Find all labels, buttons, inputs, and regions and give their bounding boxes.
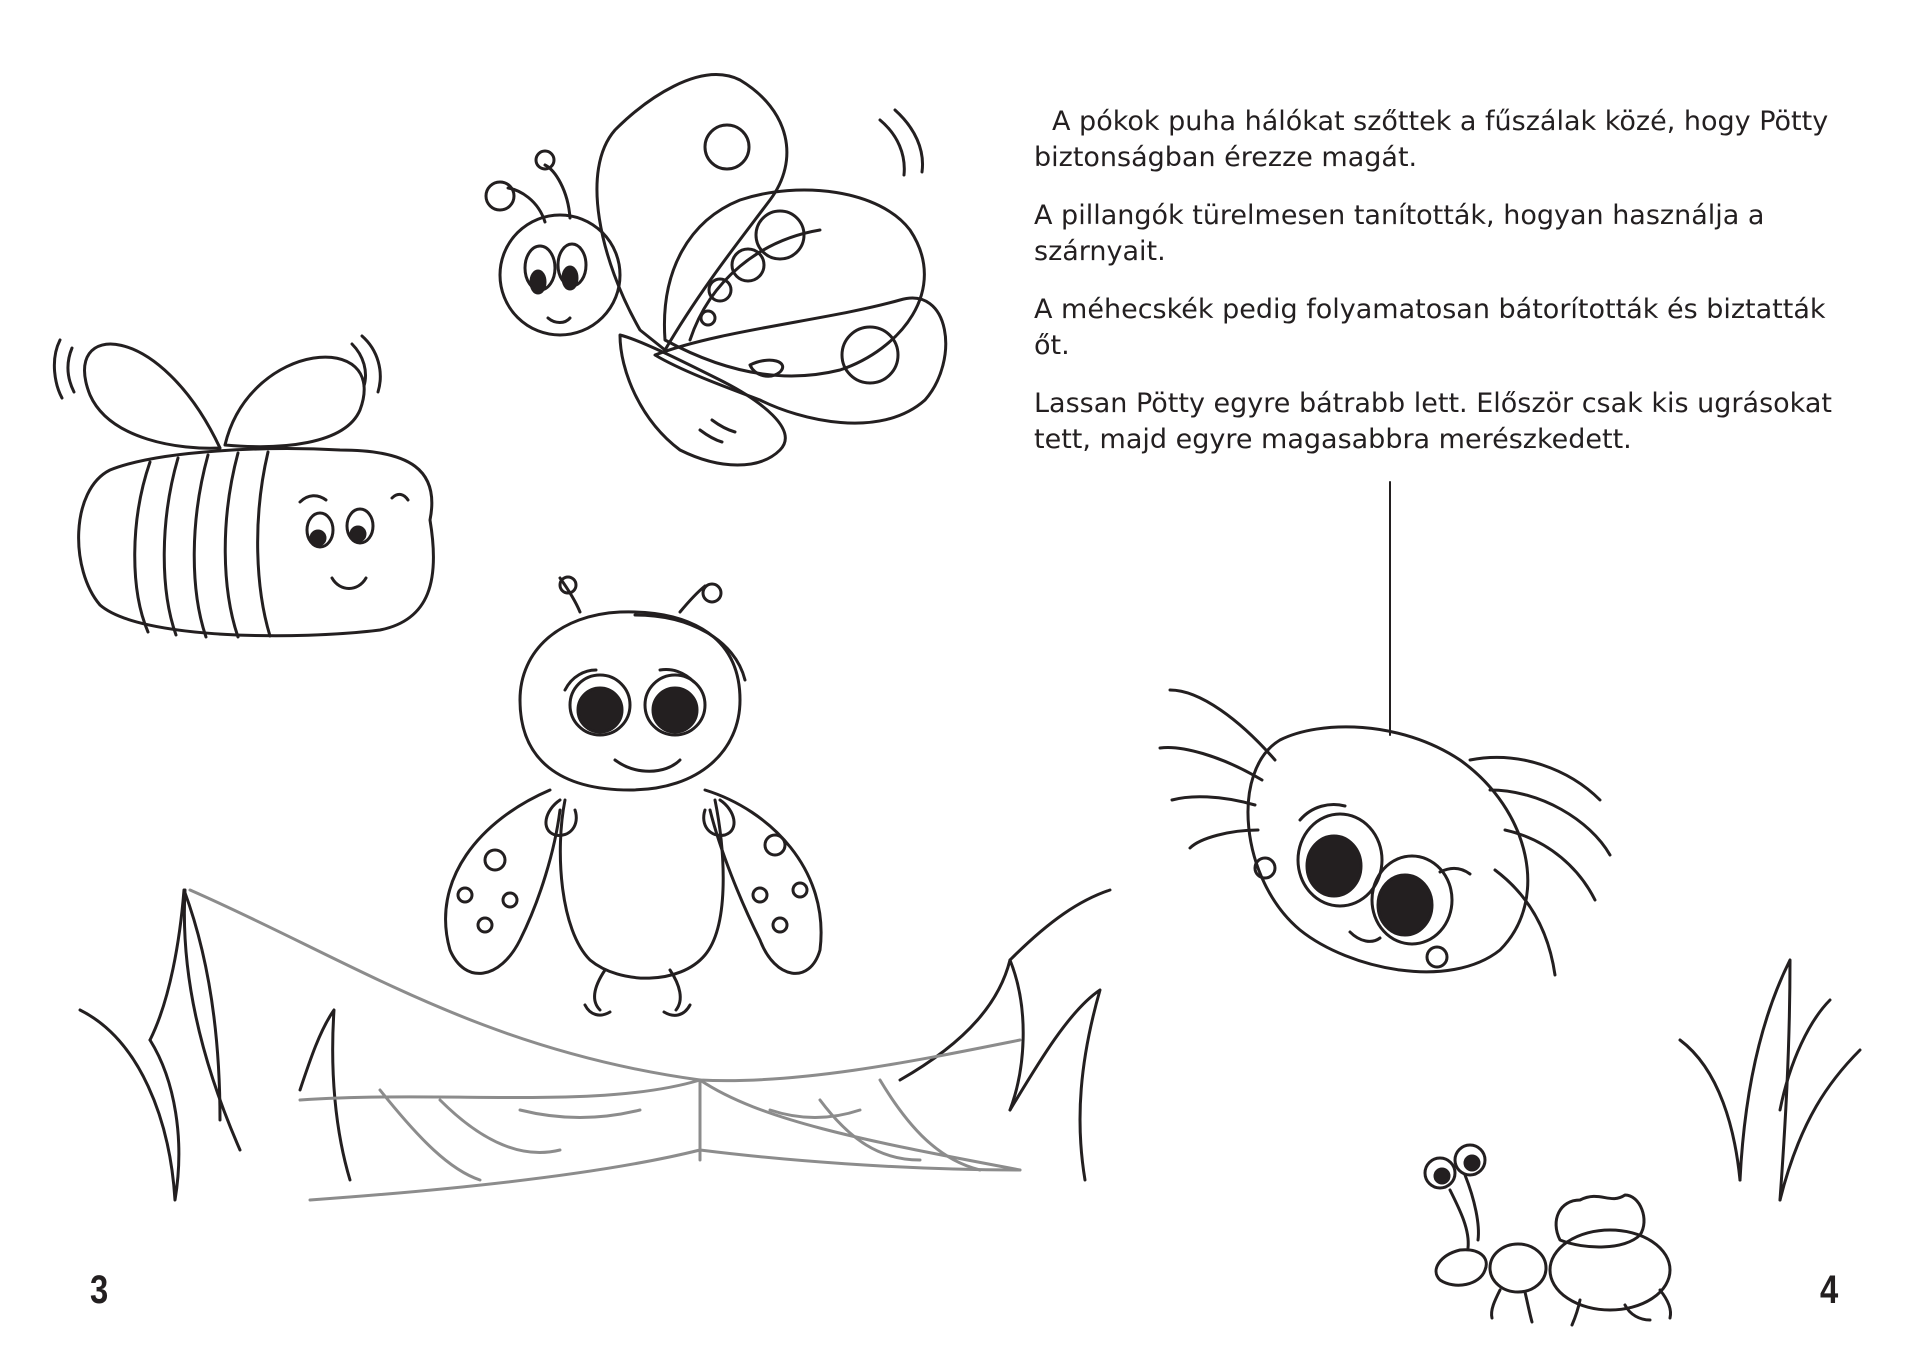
grass-right-illustration [1680,960,1860,1200]
story-text [1034,104,1854,480]
bee-illustration [54,336,433,637]
page-number-right: 4 [1820,1268,1839,1312]
page-number-left: 3 [90,1268,109,1312]
grass-left-illustration [80,890,1110,1200]
ant-illustration [1425,1145,1671,1325]
story-paragraph-1: A pókok puha hálókat szőttek a fűszálak közé, hogy Pötty biztonságban érezze magát. [1034,106,1829,173]
spider-illustration [1160,482,1610,975]
story-paragraph-4: Lassan Pötty egyre bátrabb lett. Először csak kis ugrásokat tett, majd egyre magasabbra merészkedett. [1034,388,1832,455]
ladybug-illustration [446,577,822,1015]
butterfly-illustration [486,75,946,465]
story-paragraph-3: A méhecskék pedig folyamatosan bátorították és biztatták őt. [1034,294,1826,361]
story-paragraph-2: A pillangók türelmesen tanították, hogyan használja a szárnyait. [1034,200,1765,267]
